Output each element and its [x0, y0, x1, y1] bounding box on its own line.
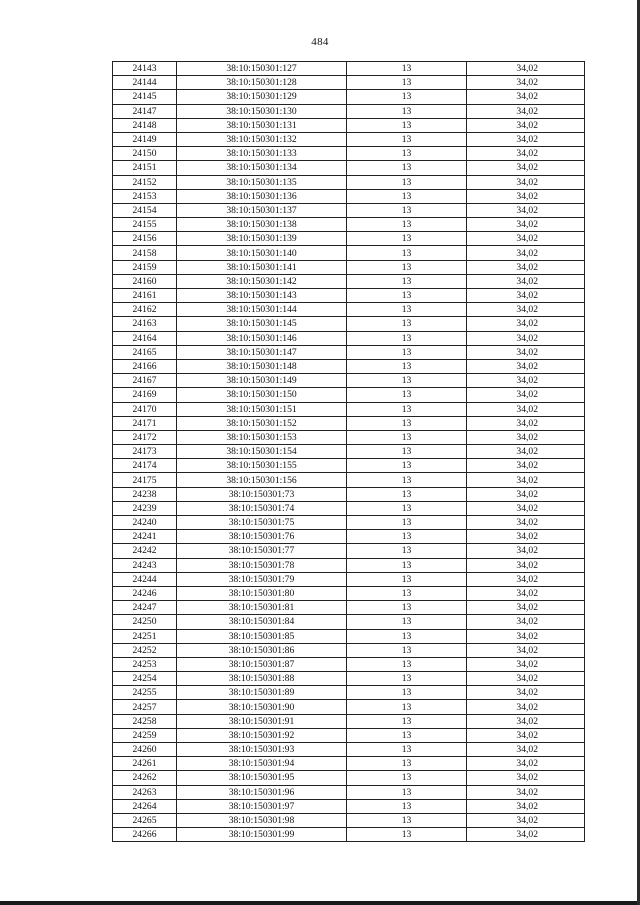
cadastral-number-cell: 38:10:150301:137: [177, 203, 347, 217]
value-cell: 34,02: [467, 459, 585, 473]
count-cell: 13: [347, 317, 467, 331]
value-cell: 34,02: [467, 90, 585, 104]
value-cell: 34,02: [467, 189, 585, 203]
table-row: [113, 76, 585, 90]
row-number-cell: 24150: [113, 147, 177, 161]
cadastral-number-cell: 38:10:150301:90: [177, 700, 347, 714]
row-number-cell: 24164: [113, 331, 177, 345]
value-cell: 34,02: [467, 104, 585, 118]
table-row: [113, 487, 585, 501]
table-row: [113, 672, 585, 686]
count-cell: 13: [347, 246, 467, 260]
row-number-cell: 24247: [113, 601, 177, 615]
count-cell: 13: [347, 572, 467, 586]
table-row: [113, 743, 585, 757]
row-number-cell: 24163: [113, 317, 177, 331]
cadastral-number-cell: 38:10:150301:74: [177, 501, 347, 515]
table-row: [113, 516, 585, 530]
table-row: [113, 62, 585, 76]
count-cell: 13: [347, 757, 467, 771]
row-number-cell: 24174: [113, 459, 177, 473]
count-cell: 13: [347, 828, 467, 842]
value-cell: 34,02: [467, 118, 585, 132]
table-row: [113, 359, 585, 373]
table-row: [113, 416, 585, 430]
count-cell: 13: [347, 728, 467, 742]
value-cell: 34,02: [467, 473, 585, 487]
cadastral-number-cell: 38:10:150301:78: [177, 558, 347, 572]
count-cell: 13: [347, 629, 467, 643]
count-cell: 13: [347, 402, 467, 416]
count-cell: 13: [347, 657, 467, 671]
value-cell: 34,02: [467, 260, 585, 274]
value-cell: 34,02: [467, 374, 585, 388]
row-number-cell: 24265: [113, 813, 177, 827]
cadastral-number-cell: 38:10:150301:81: [177, 601, 347, 615]
count-cell: 13: [347, 714, 467, 728]
cadastral-number-cell: 38:10:150301:136: [177, 189, 347, 203]
count-cell: 13: [347, 643, 467, 657]
table-row: [113, 274, 585, 288]
table-row: [113, 147, 585, 161]
count-cell: 13: [347, 743, 467, 757]
cadastral-number-cell: 38:10:150301:146: [177, 331, 347, 345]
value-cell: 34,02: [467, 317, 585, 331]
cadastral-number-cell: 38:10:150301:150: [177, 388, 347, 402]
row-number-cell: 24244: [113, 572, 177, 586]
count-cell: 13: [347, 62, 467, 76]
row-number-cell: 24148: [113, 118, 177, 132]
table-row: [113, 445, 585, 459]
count-cell: 13: [347, 189, 467, 203]
table-row: [113, 544, 585, 558]
row-number-cell: 24262: [113, 771, 177, 785]
value-cell: 34,02: [467, 487, 585, 501]
row-number-cell: 24166: [113, 359, 177, 373]
count-cell: 13: [347, 345, 467, 359]
count-cell: 13: [347, 686, 467, 700]
count-cell: 13: [347, 203, 467, 217]
row-number-cell: 24145: [113, 90, 177, 104]
cadastral-number-cell: 38:10:150301:76: [177, 530, 347, 544]
cadastral-number-cell: 38:10:150301:97: [177, 799, 347, 813]
cadastral-number-cell: 38:10:150301:128: [177, 76, 347, 90]
table-row: [113, 289, 585, 303]
value-cell: 34,02: [467, 771, 585, 785]
table-row: [113, 615, 585, 629]
table-row: [113, 459, 585, 473]
count-cell: 13: [347, 544, 467, 558]
cadastral-number-cell: 38:10:150301:132: [177, 132, 347, 146]
row-number-cell: 24151: [113, 161, 177, 175]
count-cell: 13: [347, 274, 467, 288]
table-row: [113, 586, 585, 600]
count-cell: 13: [347, 118, 467, 132]
table-row: [113, 757, 585, 771]
table-row: [113, 132, 585, 146]
value-cell: 34,02: [467, 175, 585, 189]
count-cell: 13: [347, 672, 467, 686]
row-number-cell: 24173: [113, 445, 177, 459]
value-cell: 34,02: [467, 629, 585, 643]
row-number-cell: 24143: [113, 62, 177, 76]
cadastral-number-cell: 38:10:150301:155: [177, 459, 347, 473]
cadastral-number-cell: 38:10:150301:92: [177, 728, 347, 742]
table-row: [113, 331, 585, 345]
value-cell: 34,02: [467, 161, 585, 175]
table-row: [113, 104, 585, 118]
cadastral-number-cell: 38:10:150301:129: [177, 90, 347, 104]
count-cell: 13: [347, 487, 467, 501]
cadastral-number-cell: 38:10:150301:141: [177, 260, 347, 274]
table-row: [113, 572, 585, 586]
table-row: [113, 558, 585, 572]
cadastral-number-cell: 38:10:150301:79: [177, 572, 347, 586]
value-cell: 34,02: [467, 601, 585, 615]
value-cell: 34,02: [467, 813, 585, 827]
cadastral-number-cell: 38:10:150301:138: [177, 218, 347, 232]
cadastral-number-cell: 38:10:150301:144: [177, 303, 347, 317]
cadastral-number-cell: 38:10:150301:89: [177, 686, 347, 700]
value-cell: 34,02: [467, 218, 585, 232]
cadastral-number-cell: 38:10:150301:149: [177, 374, 347, 388]
value-cell: 34,02: [467, 615, 585, 629]
count-cell: 13: [347, 232, 467, 246]
count-cell: 13: [347, 501, 467, 515]
scan-edge-bottom: [0, 901, 640, 905]
value-cell: 34,02: [467, 274, 585, 288]
table-row: [113, 90, 585, 104]
value-cell: 34,02: [467, 785, 585, 799]
count-cell: 13: [347, 586, 467, 600]
value-cell: 34,02: [467, 430, 585, 444]
cadastral-number-cell: 38:10:150301:91: [177, 714, 347, 728]
cadastral-number-cell: 38:10:150301:154: [177, 445, 347, 459]
value-cell: 34,02: [467, 501, 585, 515]
count-cell: 13: [347, 473, 467, 487]
count-cell: 13: [347, 388, 467, 402]
value-cell: 34,02: [467, 700, 585, 714]
row-number-cell: 24261: [113, 757, 177, 771]
count-cell: 13: [347, 771, 467, 785]
value-cell: 34,02: [467, 544, 585, 558]
value-cell: 34,02: [467, 76, 585, 90]
row-number-cell: 24152: [113, 175, 177, 189]
count-cell: 13: [347, 615, 467, 629]
cadastral-number-cell: 38:10:150301:147: [177, 345, 347, 359]
table-row: [113, 771, 585, 785]
cadastral-number-cell: 38:10:150301:98: [177, 813, 347, 827]
table-row: [113, 303, 585, 317]
value-cell: 34,02: [467, 686, 585, 700]
count-cell: 13: [347, 218, 467, 232]
data-table-container: [112, 61, 585, 842]
count-cell: 13: [347, 416, 467, 430]
row-number-cell: 24255: [113, 686, 177, 700]
cadastral-number-cell: 38:10:150301:73: [177, 487, 347, 501]
row-number-cell: 24260: [113, 743, 177, 757]
value-cell: 34,02: [467, 345, 585, 359]
value-cell: 34,02: [467, 672, 585, 686]
row-number-cell: 24253: [113, 657, 177, 671]
cadastral-number-cell: 38:10:150301:142: [177, 274, 347, 288]
row-number-cell: 24147: [113, 104, 177, 118]
cadastral-number-cell: 38:10:150301:88: [177, 672, 347, 686]
value-cell: 34,02: [467, 643, 585, 657]
cadastral-number-cell: 38:10:150301:96: [177, 785, 347, 799]
row-number-cell: 24258: [113, 714, 177, 728]
value-cell: 34,02: [467, 246, 585, 260]
cadastral-number-cell: 38:10:150301:145: [177, 317, 347, 331]
value-cell: 34,02: [467, 132, 585, 146]
row-number-cell: 24252: [113, 643, 177, 657]
count-cell: 13: [347, 289, 467, 303]
row-number-cell: 24238: [113, 487, 177, 501]
cadastral-number-cell: 38:10:150301:133: [177, 147, 347, 161]
value-cell: 34,02: [467, 203, 585, 217]
table-row: [113, 785, 585, 799]
cadastral-number-cell: 38:10:150301:127: [177, 62, 347, 76]
value-cell: 34,02: [467, 388, 585, 402]
row-number-cell: 24165: [113, 345, 177, 359]
table-row: [113, 700, 585, 714]
table-row: [113, 714, 585, 728]
table-row: [113, 374, 585, 388]
value-cell: 34,02: [467, 147, 585, 161]
cadastral-number-cell: 38:10:150301:95: [177, 771, 347, 785]
table-row: [113, 728, 585, 742]
cadastral-number-cell: 38:10:150301:152: [177, 416, 347, 430]
row-number-cell: 24153: [113, 189, 177, 203]
table-row: [113, 601, 585, 615]
count-cell: 13: [347, 374, 467, 388]
value-cell: 34,02: [467, 799, 585, 813]
table-row: [113, 501, 585, 515]
value-cell: 34,02: [467, 530, 585, 544]
value-cell: 34,02: [467, 416, 585, 430]
row-number-cell: 24264: [113, 799, 177, 813]
table-row: [113, 246, 585, 260]
count-cell: 13: [347, 601, 467, 615]
count-cell: 13: [347, 303, 467, 317]
cadastral-number-cell: 38:10:150301:87: [177, 657, 347, 671]
row-number-cell: 24175: [113, 473, 177, 487]
cadastral-number-cell: 38:10:150301:143: [177, 289, 347, 303]
table-row: [113, 402, 585, 416]
count-cell: 13: [347, 76, 467, 90]
value-cell: 34,02: [467, 828, 585, 842]
value-cell: 34,02: [467, 232, 585, 246]
count-cell: 13: [347, 785, 467, 799]
row-number-cell: 24246: [113, 586, 177, 600]
table-row: [113, 629, 585, 643]
row-number-cell: 24162: [113, 303, 177, 317]
table-row: [113, 175, 585, 189]
value-cell: 34,02: [467, 445, 585, 459]
count-cell: 13: [347, 430, 467, 444]
row-number-cell: 24266: [113, 828, 177, 842]
row-number-cell: 24257: [113, 700, 177, 714]
table-row: [113, 345, 585, 359]
row-number-cell: 24144: [113, 76, 177, 90]
table-row: [113, 161, 585, 175]
count-cell: 13: [347, 90, 467, 104]
table-row: [113, 218, 585, 232]
row-number-cell: 24263: [113, 785, 177, 799]
table-row: [113, 799, 585, 813]
count-cell: 13: [347, 359, 467, 373]
value-cell: 34,02: [467, 558, 585, 572]
row-number-cell: 24156: [113, 232, 177, 246]
count-cell: 13: [347, 813, 467, 827]
value-cell: 34,02: [467, 289, 585, 303]
table-row: [113, 530, 585, 544]
row-number-cell: 24251: [113, 629, 177, 643]
row-number-cell: 24169: [113, 388, 177, 402]
value-cell: 34,02: [467, 757, 585, 771]
row-number-cell: 24240: [113, 516, 177, 530]
row-number-cell: 24161: [113, 289, 177, 303]
table-row: [113, 828, 585, 842]
row-number-cell: 24250: [113, 615, 177, 629]
row-number-cell: 24154: [113, 203, 177, 217]
cadastral-number-cell: 38:10:150301:156: [177, 473, 347, 487]
cadastral-number-cell: 38:10:150301:135: [177, 175, 347, 189]
table-body: [113, 62, 585, 842]
table-row: [113, 473, 585, 487]
cadastral-number-cell: 38:10:150301:84: [177, 615, 347, 629]
value-cell: 34,02: [467, 572, 585, 586]
count-cell: 13: [347, 104, 467, 118]
count-cell: 13: [347, 331, 467, 345]
count-cell: 13: [347, 530, 467, 544]
row-number-cell: 24254: [113, 672, 177, 686]
row-number-cell: 24172: [113, 430, 177, 444]
value-cell: 34,02: [467, 714, 585, 728]
row-number-cell: 24160: [113, 274, 177, 288]
value-cell: 34,02: [467, 743, 585, 757]
cadastral-number-cell: 38:10:150301:151: [177, 402, 347, 416]
row-number-cell: 24167: [113, 374, 177, 388]
value-cell: 34,02: [467, 303, 585, 317]
count-cell: 13: [347, 161, 467, 175]
value-cell: 34,02: [467, 657, 585, 671]
cadastral-number-cell: 38:10:150301:80: [177, 586, 347, 600]
table-row: [113, 643, 585, 657]
value-cell: 34,02: [467, 402, 585, 416]
value-cell: 34,02: [467, 331, 585, 345]
table-row: [113, 813, 585, 827]
table-row: [113, 686, 585, 700]
cadastral-number-cell: 38:10:150301:130: [177, 104, 347, 118]
cadastral-number-cell: 38:10:150301:85: [177, 629, 347, 643]
table-row: [113, 657, 585, 671]
cadastral-number-cell: 38:10:150301:77: [177, 544, 347, 558]
cadastral-number-cell: 38:10:150301:153: [177, 430, 347, 444]
cadastral-number-cell: 38:10:150301:134: [177, 161, 347, 175]
row-number-cell: 24149: [113, 132, 177, 146]
cadastral-number-cell: 38:10:150301:94: [177, 757, 347, 771]
count-cell: 13: [347, 132, 467, 146]
count-cell: 13: [347, 175, 467, 189]
count-cell: 13: [347, 260, 467, 274]
row-number-cell: 24171: [113, 416, 177, 430]
cadastral-number-cell: 38:10:150301:86: [177, 643, 347, 657]
count-cell: 13: [347, 700, 467, 714]
cadastral-number-cell: 38:10:150301:75: [177, 516, 347, 530]
page-number: 484: [311, 36, 329, 48]
table-row: [113, 203, 585, 217]
value-cell: 34,02: [467, 586, 585, 600]
cadastral-number-cell: 38:10:150301:139: [177, 232, 347, 246]
cadastral-number-cell: 38:10:150301:93: [177, 743, 347, 757]
count-cell: 13: [347, 516, 467, 530]
table-row: [113, 388, 585, 402]
cadastral-number-cell: 38:10:150301:131: [177, 118, 347, 132]
row-number-cell: 24241: [113, 530, 177, 544]
table-row: [113, 232, 585, 246]
row-number-cell: 24242: [113, 544, 177, 558]
count-cell: 13: [347, 445, 467, 459]
count-cell: 13: [347, 459, 467, 473]
data-table: [112, 61, 585, 842]
count-cell: 13: [347, 147, 467, 161]
table-row: [113, 430, 585, 444]
table-row: [113, 260, 585, 274]
row-number-cell: 24159: [113, 260, 177, 274]
row-number-cell: 24259: [113, 728, 177, 742]
count-cell: 13: [347, 799, 467, 813]
table-row: [113, 118, 585, 132]
row-number-cell: 24243: [113, 558, 177, 572]
cadastral-number-cell: 38:10:150301:148: [177, 359, 347, 373]
row-number-cell: 24239: [113, 501, 177, 515]
count-cell: 13: [347, 558, 467, 572]
value-cell: 34,02: [467, 728, 585, 742]
value-cell: 34,02: [467, 62, 585, 76]
table-row: [113, 189, 585, 203]
value-cell: 34,02: [467, 359, 585, 373]
cadastral-number-cell: 38:10:150301:140: [177, 246, 347, 260]
row-number-cell: 24170: [113, 402, 177, 416]
row-number-cell: 24155: [113, 218, 177, 232]
cadastral-number-cell: 38:10:150301:99: [177, 828, 347, 842]
value-cell: 34,02: [467, 516, 585, 530]
table-row: [113, 317, 585, 331]
row-number-cell: 24158: [113, 246, 177, 260]
